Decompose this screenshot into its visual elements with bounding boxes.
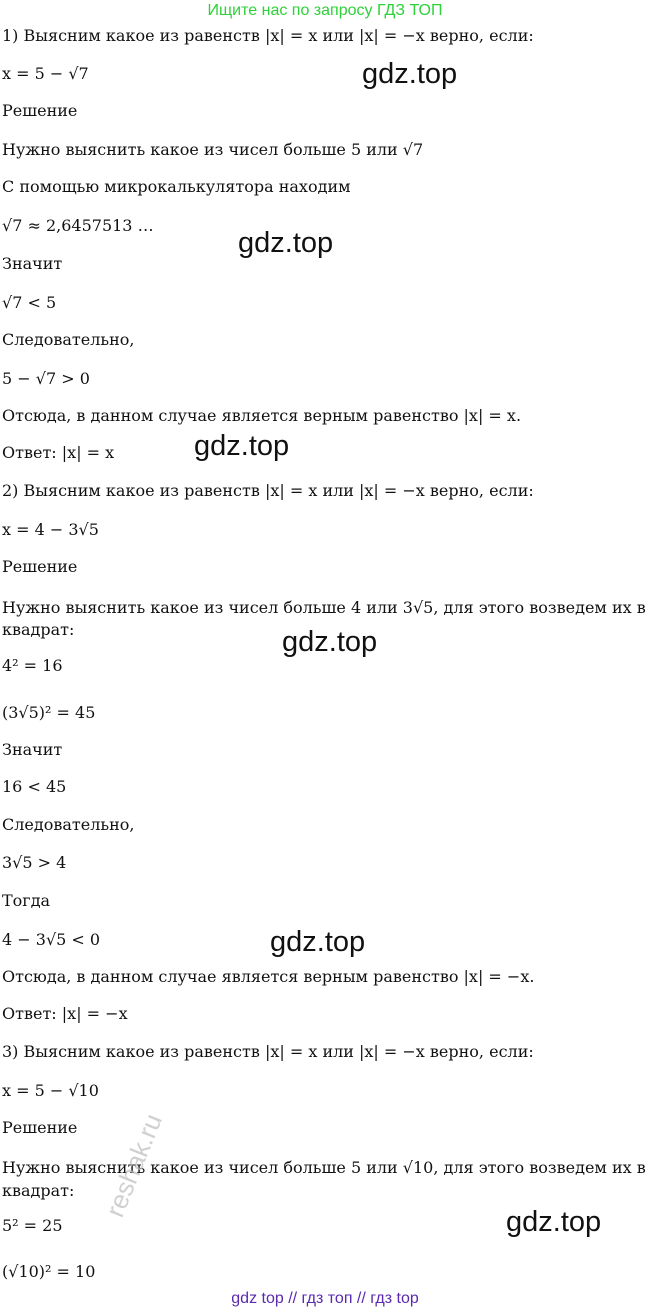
- watermark: gdz.top: [238, 227, 334, 259]
- text-line: Нужно выяснить какое из чисел больше 5 или √10, для этого возведем их в: [2, 1158, 646, 1177]
- math-line: (√10)² = 10: [2, 1262, 96, 1281]
- text-line: С помощью микрокалькулятора находим: [2, 177, 351, 196]
- footer-links[interactable]: gdz top // гдз топ // гдз top: [231, 1290, 419, 1307]
- text-line: Нужно выяснить какое из чисел больше 4 или 3√5, для этого возведем их в: [2, 598, 646, 617]
- text-line: Решение: [2, 101, 78, 120]
- math-line: 16 < 45: [2, 777, 67, 796]
- text-line: Отсюда, в данном случае является верным равенство |x| = x.: [2, 406, 522, 425]
- watermark: gdz.top: [194, 430, 290, 462]
- math-line: x = 4 − 3√5: [2, 520, 99, 539]
- watermark: gdz.top: [270, 926, 366, 958]
- text-line: Значит: [2, 254, 63, 273]
- math-line: 5 − √7 > 0: [2, 369, 90, 388]
- text-line: 2) Выясним какое из равенств |x| = x или |x| = −x верно, если:: [2, 481, 534, 500]
- text-line: Тогда: [2, 891, 51, 910]
- answer-line: Ответ: |x| = x: [2, 443, 115, 462]
- math-line: 4² = 16: [2, 656, 63, 675]
- math-line: 4 − 3√5 < 0: [2, 930, 101, 949]
- math-line: √7 ≈ 2,6457513 …: [2, 216, 154, 235]
- math-line: (3√5)² = 45: [2, 703, 96, 722]
- faint-watermark: reshak.ru: [99, 1109, 168, 1222]
- text-line: квадрат:: [2, 620, 75, 639]
- text-line: 3) Выясним какое из равенств |x| = x или |x| = −x верно, если:: [2, 1042, 534, 1061]
- math-line: x = 5 − √7: [2, 64, 89, 83]
- text-line: Значит: [2, 740, 63, 759]
- top-banner: Ищите нас по запросу ГДЗ ТОП: [207, 2, 443, 19]
- watermark: gdz.top: [282, 626, 378, 658]
- math-line: 3√5 > 4: [2, 853, 67, 872]
- text-line: 1) Выясним какое из равенств |x| = x или |x| = −x верно, если:: [2, 26, 534, 45]
- text-line: Следовательно,: [2, 815, 135, 834]
- text-line: Следовательно,: [2, 330, 135, 349]
- text-line: Решение: [2, 557, 78, 576]
- text-line: Отсюда, в данном случае является верным равенство |x| = −x.: [2, 967, 535, 986]
- text-line: квадрат:: [2, 1181, 75, 1200]
- text-line: Нужно выяснить какое из чисел больше 5 или √7: [2, 140, 424, 159]
- math-line: √7 < 5: [2, 293, 57, 312]
- watermark: gdz.top: [506, 1206, 602, 1238]
- math-line: x = 5 − √10: [2, 1081, 99, 1100]
- text-line: Решение: [2, 1118, 78, 1137]
- math-line: 5² = 25: [2, 1216, 63, 1235]
- answer-line: Ответ: |x| = −x: [2, 1004, 128, 1023]
- watermark: gdz.top: [362, 58, 458, 90]
